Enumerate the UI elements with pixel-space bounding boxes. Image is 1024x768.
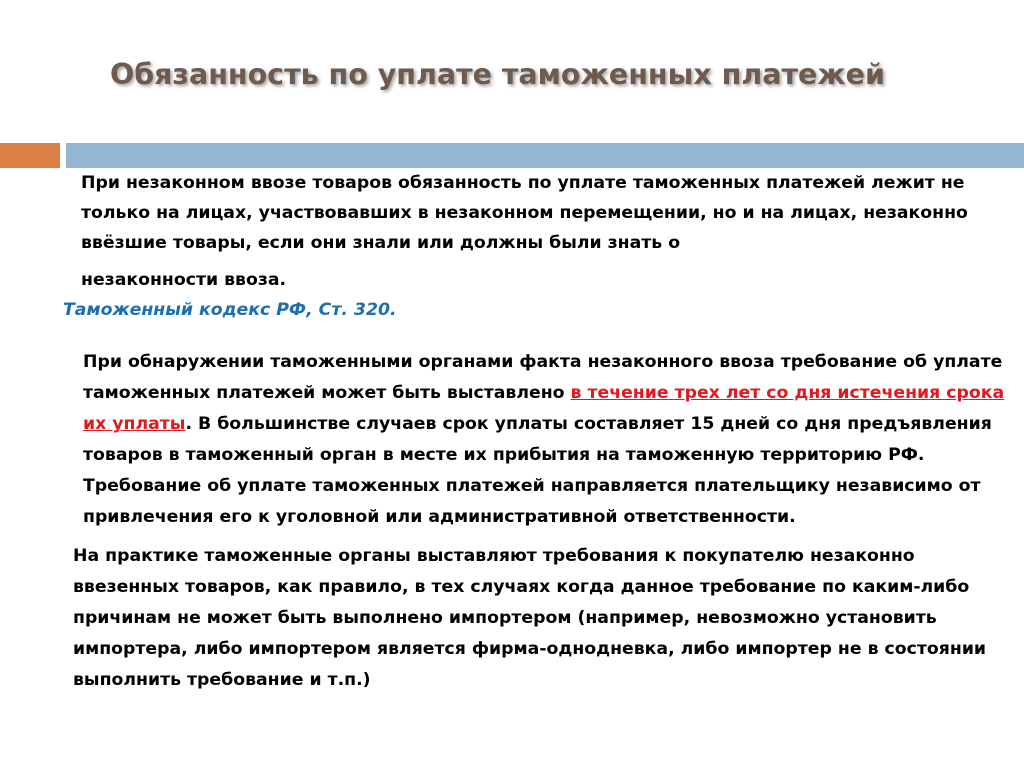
accent-bar-blue [66, 143, 1024, 168]
paragraph-illegal-import [63, 168, 1013, 295]
paragraph-claim-deadline-after: . В большинстве случаев срок уплаты составляет 15 дней со дня предъявления товаров в таможенный орган в месте их прибытия на таможенную территорию РФ. Требование об уплате таможенных платежей направляется плательщику независимо от привлечения его к уголовной или административной ответственности. [83, 414, 992, 527]
accent-bar-orange [0, 143, 60, 168]
legal-citation: Таможенный кодекс РФ, Ст. 320. [63, 300, 397, 320]
paragraph-illegal-import-text: При незаконном ввозе товаров обязанность по уплате таможенных платежей лежит не только на лицах, участвовавших в незаконном перемещении, но и на лицах, незаконно ввёзшие товары, если они знали или должны были знать о [81, 173, 968, 253]
slide-title: Обязанность по уплате таможенных платежей [110, 58, 885, 91]
slide-content [63, 166, 1013, 696]
paragraph-claim-deadline [63, 347, 1013, 533]
paragraph-claim-deadline-before: При обнаружении таможенными органами факта незаконного ввоза требование об уплате таможенных платежей может быть выставлено [83, 352, 1003, 403]
deadline-highlight: в течение трех лет со дня истечения срока их уплаты [83, 383, 1005, 434]
paragraph-practice: На практике таможенные органы выставляют требования к покупателю незаконно ввезенных товаров, как правило, в тех случаях когда данное требование по каким-либо причинам не может быть выполнено импортером (например, невозможно установить импортера, либо импортером является фирма-однодневка, либо импортер не в состоянии выполнить требование и т.п.) [73, 546, 987, 690]
paragraph-illegal-import-end: незаконности ввоза. [81, 270, 287, 290]
